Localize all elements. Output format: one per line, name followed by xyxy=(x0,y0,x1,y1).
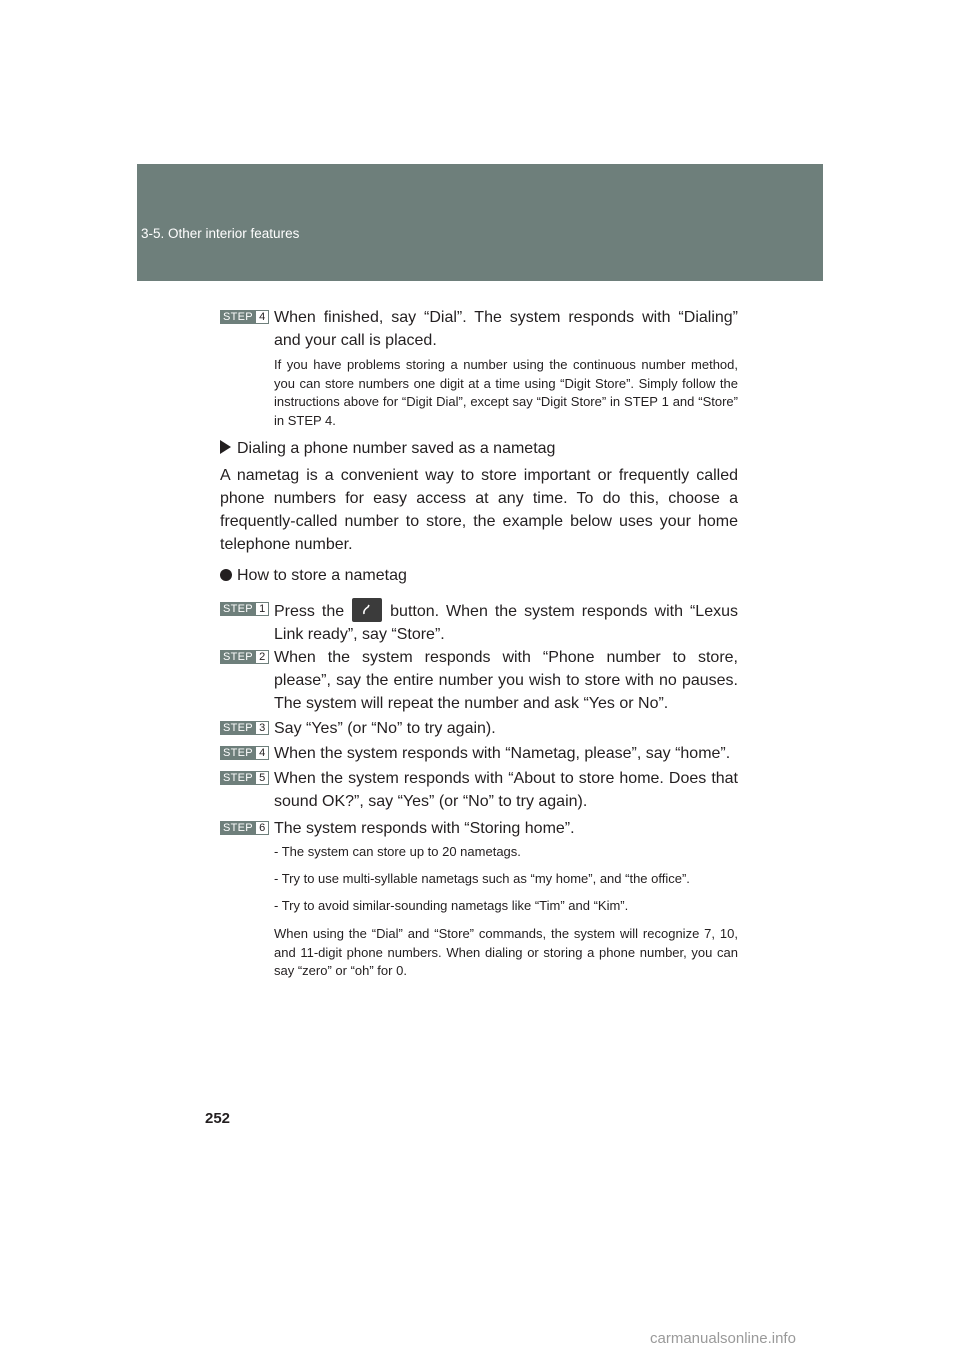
step-badge-label: STEP xyxy=(223,772,253,784)
step-badge-label: STEP xyxy=(223,747,253,759)
nametag-heading-text: Dialing a phone number saved as a nametag xyxy=(237,440,556,457)
step-text xyxy=(274,598,738,646)
step-badge-label: STEP xyxy=(223,822,253,834)
nametag-paragraph: A nametag is a convenient way to store important or frequently called phone numbers for easy access at any time. To do this, choose a frequently-called number to store, the example below uses your home telephone number. xyxy=(220,467,738,553)
triangle-bullet-icon xyxy=(220,440,231,454)
step-text: When the system responds with “Phone number to store, please”, say the entire number you wish to store with no pauses. The system will repeat the number and ask “Yes or No”. xyxy=(274,649,738,712)
step-badge xyxy=(220,721,269,735)
step-badge xyxy=(220,821,269,835)
step-badge-label: STEP xyxy=(223,651,253,663)
step-badge xyxy=(220,746,269,760)
page-number: 252 xyxy=(205,1110,231,1127)
step-text: When the system responds with “Nametag, please”, say “home”. xyxy=(274,745,731,762)
step-badge-label: STEP xyxy=(223,603,253,615)
note-item: - Try to avoid similar-sounding nametags like “Tim” and “Kim”. xyxy=(274,898,629,913)
step-badge xyxy=(220,310,269,324)
step-text-before: Press the xyxy=(274,603,345,620)
circle-bullet-icon xyxy=(220,569,232,581)
step-text: Say “Yes” (or “No” to try again). xyxy=(274,720,496,737)
step-badge-label: STEP xyxy=(223,311,253,323)
step-badge-number: 3 xyxy=(255,721,269,735)
step-badge xyxy=(220,771,269,785)
note-item: - The system can store up to 20 nametags. xyxy=(274,844,521,859)
section-title: 3-5. Other interior features xyxy=(141,226,300,241)
step-badge-number: 6 xyxy=(255,821,269,835)
nametag-heading xyxy=(220,440,555,458)
step-badge xyxy=(220,602,269,616)
note-item: When using the “Dial” and “Store” commands, the system will recognize 7, 10, and 11-digit phone numbers. When dialing or storing a phone number, you can say “zero” or “oh” for 0. xyxy=(274,926,738,978)
step-badge-number: 1 xyxy=(255,602,269,616)
step-text: The system responds with “Storing home”. xyxy=(274,820,575,837)
step-text: When the system responds with “About to store home. Does that sound OK?”, say “Yes” (or “No” to try again). xyxy=(274,770,738,810)
watermark: carmanualsonline.info xyxy=(650,1330,796,1347)
step-badge-number: 4 xyxy=(255,310,269,324)
step-note: If you have problems storing a number using the continuous number method, you can store numbers one digit at a time using “Digit Store”. Simply follow the instructions above for “Digit Dial”, except say “Digit Store” in STEP 1 and “Store” in STEP 4. xyxy=(274,357,738,428)
step-text: When finished, say “Dial”. The system responds with “Dialing” and your call is placed. xyxy=(274,309,738,349)
step-badge-number: 5 xyxy=(255,771,269,785)
talk-button-icon xyxy=(352,598,382,622)
step-badge-label: STEP xyxy=(223,722,253,734)
step-text-after: button. When the system responds with “Lexus Link ready”, say “Store”. xyxy=(274,603,739,643)
header-band xyxy=(137,164,823,281)
note-item: - Try to use multi-syllable nametags such as “my home”, and “the office”. xyxy=(274,871,690,886)
step-badge-number: 2 xyxy=(255,650,269,664)
step-badge-number: 4 xyxy=(255,746,269,760)
store-heading xyxy=(220,567,407,585)
step-badge xyxy=(220,650,269,664)
store-heading-text: How to store a nametag xyxy=(237,567,407,584)
